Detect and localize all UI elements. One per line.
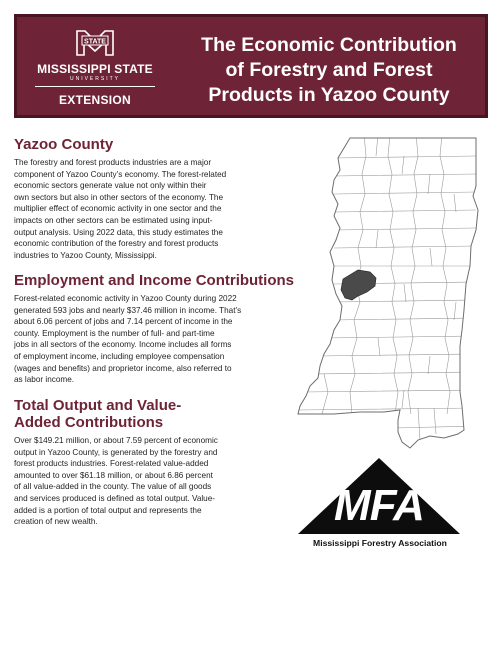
msu-seal-icon [73,27,117,57]
body-line: Forest-related economic activity in Yazoo County during 2022 [14,294,237,303]
body-line: jobs in all sectors of the economy. Income includes all forms [14,340,232,350]
page-title [177,33,481,108]
body-line: of all value-added in the county. The value of all goods [14,482,212,492]
title-line: Products in Yazoo County [208,84,450,106]
yazoo-county-highlight [341,270,376,300]
title-line: The Economic Contribution [201,34,457,56]
mfa-name: Mississippi Forestry Association [313,538,447,548]
section-body [14,157,298,261]
mfa-logo [298,458,460,548]
header-banner [14,14,488,118]
title-line: of Forestry and Forest [225,59,433,81]
body-line: own sectors but also in other sectors of the economy. The [14,192,224,202]
section-employment-income [14,272,298,386]
logo-divider [35,86,155,87]
body-line: industries to Yazoo County, Mississippi. [14,250,157,260]
body-line: county. Employment is the number of full- and part-time [14,328,215,338]
section-heading: Employment and Income Contributions [14,272,295,289]
body-line: economic contribution of the forestry and forest products [14,239,219,249]
section-heading [14,397,298,431]
body-line: forest products industries. Forest-related value-added [14,459,209,469]
body-line: about 6.06 percent of jobs and 7.14 percent of income in the [14,317,233,327]
body-line: The forestry and forest products industries are a major [14,158,212,167]
section-yazoo-county [14,136,298,261]
logo-name: MISSISSIPPI STATE [37,62,153,76]
body-line: multiplier effect of economic activity in one sector and the [14,204,222,214]
mississippi-county-map [294,134,490,450]
heading-line: Added Contributions [14,414,164,431]
body-line: economic sectors generate value not only within their [14,181,207,191]
body-line: (wages and benefits) and proprietor income, also referred to [14,363,232,373]
body-line: amounted to over $61.18 million, or about 6.86 percent [14,470,213,480]
logo-extension: EXTENSION [58,93,132,107]
body-line: component of Yazoo County’s economy. The forest-related [14,169,227,179]
body-line: output in Yazoo County, is generated by the forestry and [14,447,218,457]
body-line: generated 593 jobs and nearly $37.46 million in income. That’s [14,305,242,315]
section-output-value-added [14,397,298,528]
body-line: as labor income. [14,375,75,385]
body-line: added is a portion of total output and represents the [14,505,202,515]
body-line: output analysis. Using 2022 data, this study estimates the [14,227,223,237]
body-line: impacts on other sectors can be estimated using input- [14,215,213,225]
body-line: Over $149.21 million, or about 7.59 percent of economic [14,436,218,445]
mfa-letters: MFA [334,481,424,530]
section-body [14,293,298,386]
msu-extension-logo [21,27,169,113]
heading-line: Total Output and Value- [14,397,182,414]
section-heading: Yazoo County [14,136,114,153]
body-line: and services produced is defined as total output. Value- [14,493,216,503]
body-line: creation of new wealth. [14,517,98,527]
section-body [14,435,298,528]
body-line: of employment income, including employee compensation [14,351,225,361]
logo-university: UNIVERSITY [69,76,120,82]
seal-text: STATE [84,38,106,46]
